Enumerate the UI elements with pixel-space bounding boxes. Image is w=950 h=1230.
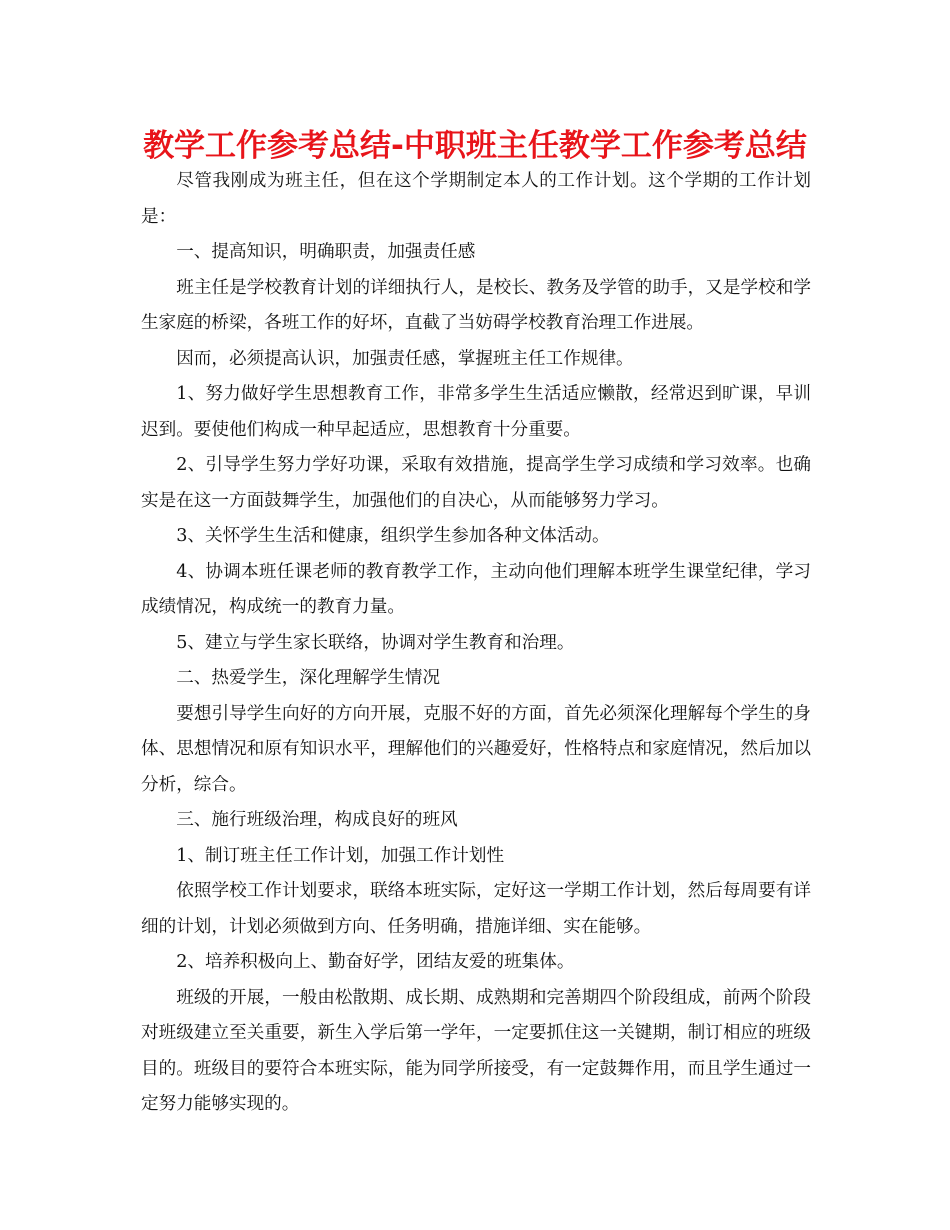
list-item: 2、培养积极向上、勤奋好学，团结友爱的班集体。 [176,952,575,972]
list-item: 4、协调本班任课老师的教育教学工作，主动向他们理解本班学生课堂纪律，学习成绩情况，构成统一的教育力量。 [141,561,811,617]
list-item: 1、努力做好学生思想教育工作，非常多学生生活适应懒散，经常迟到旷课，早训迟到。要使他们构成一种早起适应，思想教育十分重要。 [141,384,811,440]
list-item: 1、制订班主任工作计划，加强工作计划性 [176,845,505,866]
section-heading: 一、提高知识，明确职责，加强责任感 [176,242,476,262]
document-title: 教学工作参考总结-中职班主任教学工作参考总结 [143,128,807,164]
paragraph: 因而，必须提高认识，加强责任感，掌握班主任工作规律。 [176,348,634,369]
paragraph: 尽管我刚成为班主任，但在这个学期制定本人的工作计划。这个学期的工作计划是： [141,171,811,227]
list-item: 3、关怀学生生活和健康，组织学生参加各种文体活动。 [176,526,610,546]
section-heading: 三、施行班级治理，构成良好的班风 [176,810,458,830]
section-heading: 二、热爱学生，深化理解学生情况 [176,668,441,688]
paragraph: 班主任是学校教育计划的详细执行人，是校长、教务及学管的助手，又是学校和学生家庭的桥梁，各班工作的好坏，直截了当妨碍学校教育治理工作进展。 [141,277,811,333]
paragraph: 依照学校工作计划要求，联络本班实际，定好这一学期工作计划，然后每周要有详细的计划，计划必须做到方向、任务明确，措施详细、实在能够。 [141,881,811,937]
list-item: 5、建立与学生家长联络，协调对学生教育和治理。 [176,632,575,653]
document-body [141,164,811,1123]
paragraph: 班级的开展，一般由松散期、成长期、成熟期和完善期四个阶段组成，前两个阶段对班级建立至关重要，新生入学后第一学年，一定要抓住这一关键期，制订相应的班级目的。班级目的要符合本班实际，能为同学所接受，有一定鼓舞作用，而且学生通过一定努力能够实现的。 [141,987,811,1114]
list-item: 2、引导学生努力学好功课，采取有效措施，提高学生学习成绩和学习效率。也确实是在这一方面鼓舞学生，加强他们的自决心，从而能够努力学习。 [141,455,811,511]
paragraph: 要想引导学生向好的方向开展，克服不好的方面，首先必须深化理解每个学生的身体、思想情况和原有知识水平，理解他们的兴趣爱好，性格特点和家庭情况，然后加以分析，综合。 [141,703,811,795]
